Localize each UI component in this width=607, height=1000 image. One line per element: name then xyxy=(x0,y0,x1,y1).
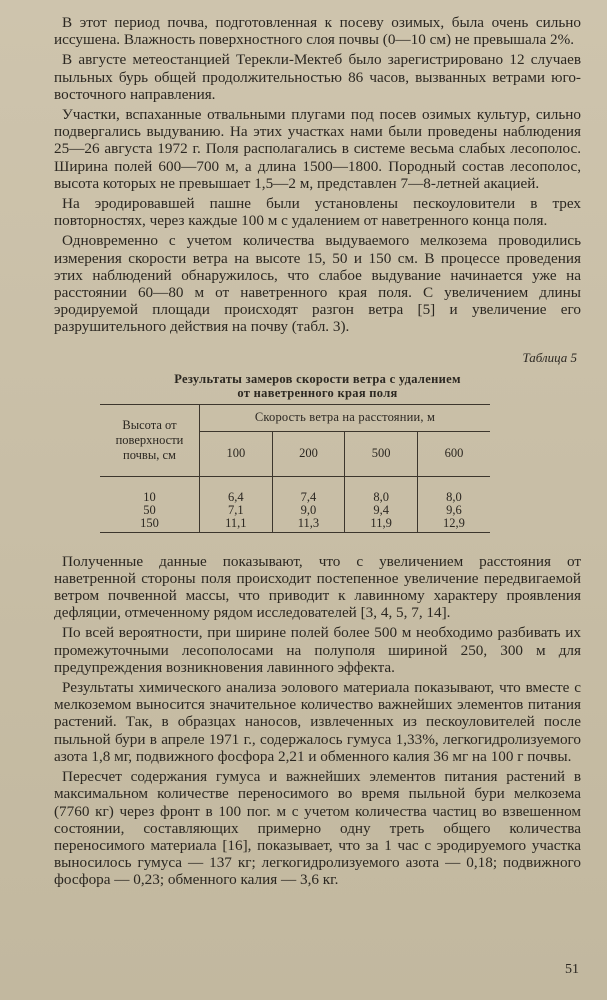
paragraph: В этот период почва, подготовленная к посеву озимых, была очень сильно иссушена. Влажность поверхностного слоя почвы (0—10 см) не превышала 2%. xyxy=(54,14,581,49)
value-cell: 8,0 xyxy=(345,491,418,504)
table-title xyxy=(54,372,581,400)
table-label: Таблица 5 xyxy=(522,349,577,365)
results-table xyxy=(100,404,490,533)
paragraph: Участки, вспаханные отвальными плугами под посев озимых культур, сильно подвергались выдуванию. На этих участках нами были проведены наблюдения 25—26 августа 1972 г. Поля располагались в системе весьма слабых лесополос. Ширина полей 600—700 м, а длина 1500—1800. Породный состав лесополос, высота которых не превышает 1,5—2 м, представлен 7—8-летней акацией. xyxy=(54,106,581,192)
value-cell: 11,3 xyxy=(272,517,345,533)
paragraph: В августе метеостанцией Терекли-Мектеб было зарегистрировано 12 случаев пыльных бурь общей продолжительностью 86 часов, вызванных ветрами юго-восточного направления. xyxy=(54,51,581,103)
distance-header: 600 xyxy=(417,431,490,476)
value-cell: 6,4 xyxy=(200,491,273,504)
height-column-header: Высота от поверхности почвы, см xyxy=(100,404,200,476)
paragraph: На эродировавшей пашне были установлены пескоуловители в трех повторностях, через каждые 100 м с удалением от наветренного конца поля. xyxy=(54,195,581,230)
paragraph: По всей вероятности, при ширине полей более 500 м необходимо разбивать их промежуточными лесополосами на полуполя шириной 250, 300 м для предупреждения возникновения лавинного эффекта. xyxy=(54,624,581,676)
distance-header: 100 xyxy=(200,431,273,476)
value-cell: 11,9 xyxy=(345,517,418,533)
value-cell: 9,6 xyxy=(446,502,462,517)
value-cell: 7,4 xyxy=(272,491,345,504)
page-number: 51 xyxy=(565,962,579,977)
table-row xyxy=(100,491,490,504)
distance-header: 500 xyxy=(345,431,418,476)
paragraph: Полученные данные показывают, что с увеличением расстояния от наветренной стороны поля происходит постепенное увеличение передвигаемой ветром почвенной массы, что приводит к лавинному характеру проявления дефляции, отмеченному рядом исследователей [3, 4, 5, 7, 14]. xyxy=(54,552,581,622)
body-text-bottom xyxy=(54,553,581,889)
height-cell: 50 xyxy=(100,504,200,517)
value-cell: 7,1 xyxy=(200,504,273,517)
table-title-line: от наветренного края поля xyxy=(237,385,398,400)
height-cell: 10 xyxy=(100,491,200,504)
paragraph: Одновременно с учетом количества выдуваемого мелкозема проводились измерения скорости ветра на высоте 15, 50 и 150 см. В процессе проведения этих наблюдений обнаружилось, что слабое выдувание начинается уже на расстоянии 60—80 м от наветренного края поля. С увеличением длины эродируемой площади происходят разгон ветра [5] и увеличение его разрушительного действия на почву (табл. 3). xyxy=(54,232,581,336)
table-row xyxy=(100,517,490,533)
value-cell: 12,9 xyxy=(417,517,490,533)
paragraph: Пересчет содержания гумуса и важнейших элементов питания растений в максимальном количестве переносимого во время пыльной бури мелкозема (7760 кг) через фронт в 100 пог. м с учетом количества частиц во взвешенном состоянии, составляющих примерно одну треть общего количества переносимого материала [16], показывает, что за 1 час с эродируемого участка выносилось гумуса — 137 кг; легкогидролизуемого азота — 0,18; подвижного фосфора — 0,23; обменного калия — 3,6 кг. xyxy=(54,768,581,889)
distance-header: 200 xyxy=(272,431,345,476)
table-row xyxy=(100,504,490,517)
value-cell: 11,1 xyxy=(200,517,273,533)
height-cell: 150 xyxy=(100,517,200,533)
value-cell: 9,4 xyxy=(345,504,418,517)
value-cell: 9,0 xyxy=(272,504,345,517)
speed-column-header: Скорость ветра на расстоянии, м xyxy=(200,404,491,431)
body-text-top xyxy=(54,14,581,336)
table-title-line: Результаты замеров скорости ветра с удалением xyxy=(174,371,461,386)
paragraph: Результаты химического анализа эолового материала показывают, что вместе с мелкоземом выносится значительное количество важнейших элементов питания растений. Так, в образцах наносов, извлеченных из пескоуловителей после пыльной бури в апреле 1971 г., содержалось гумуса 1,33%, легкогидролизуемого азота 1,8 мг, подвижного фосфора 2,21 и обменного калия 36 мг на 100 г почвы. xyxy=(54,679,581,765)
value-cell: 8,0 xyxy=(446,489,462,504)
